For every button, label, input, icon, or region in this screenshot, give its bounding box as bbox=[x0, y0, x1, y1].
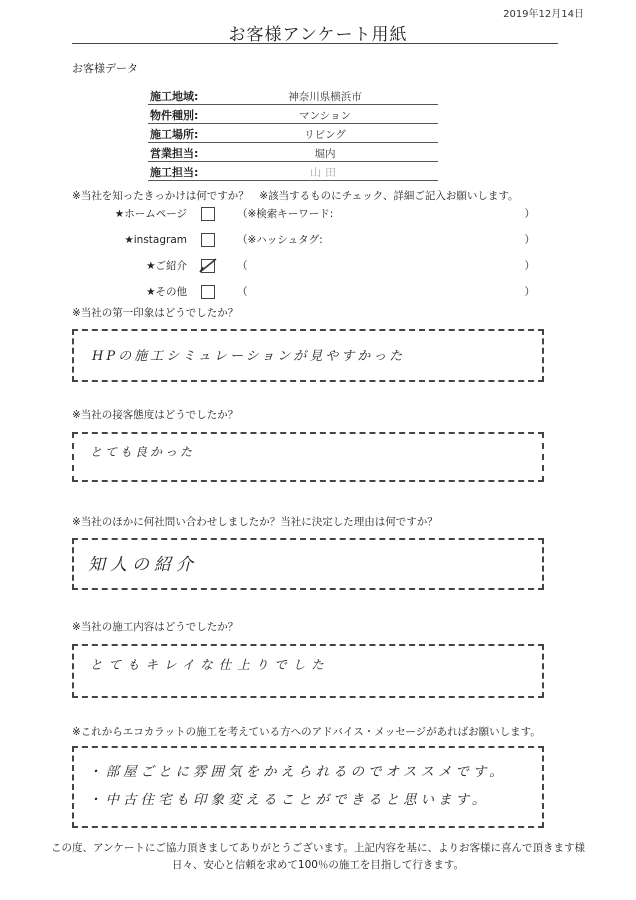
q3-answer-box[interactable] bbox=[72, 432, 544, 482]
option-label: ★その他 bbox=[146, 286, 187, 298]
data-value-handwritten: 山田 bbox=[310, 166, 340, 179]
q5-question: ※当社の施工内容はどうでしたか？ bbox=[72, 621, 239, 633]
footer-line-2: 日々、安心と信頼を求めて100％の施工を目指して行きます。 bbox=[171, 859, 465, 871]
data-value: リビング bbox=[304, 129, 346, 141]
q4-answer-box[interactable] bbox=[72, 538, 544, 590]
q2-question: ※当社の第一印象はどうでしたか？ bbox=[72, 307, 239, 319]
q4-question: ※当社のほかに何社問い合わせしましたか？当社に決定した理由は何ですか？ bbox=[72, 516, 438, 528]
data-row-location bbox=[148, 124, 438, 143]
data-value: マンション bbox=[298, 110, 352, 122]
data-value: 神奈川県横浜市 bbox=[288, 91, 362, 103]
data-value: 堀内 bbox=[314, 148, 336, 160]
customer-data-table bbox=[148, 86, 438, 181]
customer-data-label: お客様データ bbox=[72, 62, 138, 75]
q1-option-other bbox=[75, 279, 545, 304]
checkbox[interactable] bbox=[201, 285, 215, 299]
q5-answer: とてもキレイな仕上りでした bbox=[90, 657, 330, 672]
data-key: 施工地域: bbox=[150, 90, 199, 103]
footer-line-1: この度、アンケートにご協力頂きましてありがとうございます。上記内容を基に、よりお客様に喜んで頂きます様 bbox=[50, 842, 586, 854]
survey-date: 2019年12月14日 bbox=[503, 9, 584, 20]
check-mark-icon bbox=[198, 258, 218, 274]
q3-question: ※当社の接客態度はどうでしたか？ bbox=[72, 409, 239, 421]
title-divider bbox=[72, 43, 558, 44]
data-key: 物件種別: bbox=[150, 109, 199, 122]
q6-question: ※これからエコカラットの施工を考えている方へのアドバイス・メッセージがあればお願いします。 bbox=[72, 726, 541, 738]
option-label: ★ご紹介 bbox=[146, 260, 187, 272]
option-detail: （※ハッシュタグ: bbox=[237, 234, 323, 246]
q1-option-instagram bbox=[75, 227, 545, 252]
page-title: お客様アンケート用紙 bbox=[228, 25, 408, 45]
q6-answer-line2: ・中古住宅も印象変えることができると思います。 bbox=[88, 792, 490, 808]
data-key: 営業担当: bbox=[150, 147, 199, 160]
option-detail: （ bbox=[237, 260, 248, 272]
option-detail: （※検索キーワード: bbox=[237, 208, 334, 220]
option-close: ） bbox=[524, 286, 535, 298]
data-row-area bbox=[148, 86, 438, 105]
data-key: 施工担当: bbox=[150, 166, 199, 179]
checkbox[interactable] bbox=[201, 233, 215, 247]
q2-answer: HPの施工シミュレーションが見やすかった bbox=[92, 349, 406, 364]
q6-answer-line1: ・部屋ごとに雰囲気をかえられるのでオススメです。 bbox=[88, 764, 507, 780]
checkbox-checked[interactable] bbox=[201, 259, 215, 273]
data-row-sales-rep bbox=[148, 143, 438, 162]
data-row-installer bbox=[148, 162, 438, 181]
q1-question: ※当社を知ったきっかけは何ですか？ ※該当するものにチェック、詳細ご記入お願いします。 bbox=[72, 190, 519, 202]
footer-message bbox=[0, 840, 636, 874]
q2-answer-box[interactable] bbox=[72, 329, 544, 382]
option-detail: （ bbox=[237, 286, 248, 298]
q3-answer: とても良かった bbox=[90, 445, 196, 459]
q4-answer: 知人の紹介 bbox=[88, 555, 198, 575]
data-row-property-type bbox=[148, 105, 438, 124]
option-close: ） bbox=[524, 208, 535, 220]
q1-option-referral bbox=[75, 253, 545, 278]
q6-answer-box[interactable] bbox=[72, 746, 544, 828]
option-label: ★ホームページ bbox=[114, 208, 187, 220]
q5-answer-box[interactable] bbox=[72, 644, 544, 698]
data-key: 施工場所: bbox=[150, 128, 199, 141]
option-close: ） bbox=[524, 234, 535, 246]
q1-option-homepage bbox=[75, 201, 545, 226]
option-label: ★instagram bbox=[124, 233, 187, 246]
option-close: ） bbox=[524, 260, 535, 272]
checkbox[interactable] bbox=[201, 207, 215, 221]
